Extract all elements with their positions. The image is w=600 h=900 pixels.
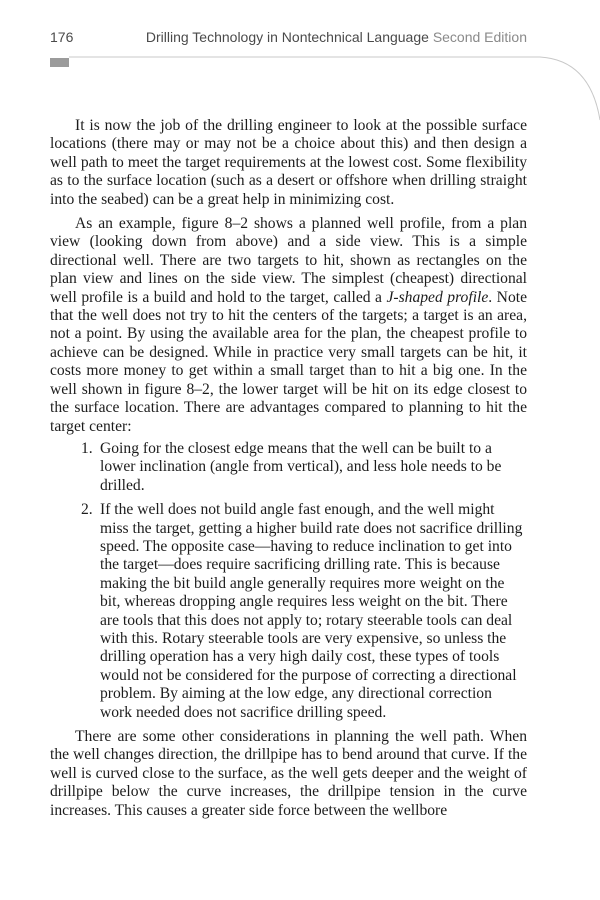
list-number: 1. (81, 439, 93, 457)
paragraph-text: As an example, figure 8–2 shows a planned well profile, from a plan view (looking down from above) and a side view. This is a simple directional well. There are two targets to hit, shown as rectangles on the plan view and lines on the side view. The simplest (cheapest) directional well profile is a build and hold to the target, called a (50, 215, 527, 306)
list-item-text: Going for the closest edge means that the well can be built to a lower inclination (angle from vertical), and less hole needs to be drilled. (100, 439, 502, 494)
book-title: Drilling Technology in Nontechnical Language (145, 29, 429, 45)
italic-term: J-shaped profile (386, 288, 489, 306)
list-item (50, 440, 527, 495)
paragraph (50, 215, 527, 436)
paragraph: There are some other considerations in planning the well path. When the well changes direction, the drillpipe has to bend around that curve. If the well is curved close to the surface, as the well gets deeper and the weight of drillpipe below the curve increases, the drillpipe tension in the curve increases. This causes a greater side force between the wellbore (50, 728, 527, 819)
page-number: 176 (50, 29, 74, 45)
numbered-list (50, 440, 527, 722)
paragraph-text: . Note that the well does not try to hit the centers of the targets; a target is an area, not a point. By using the available area for the plan, the cheapest profile to achieve can be designed. While in practice very small targets can be hit, it costs more money to get within a small target than to hit a big one. In the well shown in figure 8–2, the lower target will be hit on its edge closest to the surface location. There are advantages compared to planning to hit the target center: (50, 288, 527, 435)
page-body (50, 117, 527, 826)
list-number: 2. (81, 501, 93, 519)
list-item (50, 501, 527, 722)
paragraph: It is now the job of the drilling engineer to look at the possible surface locations (there may or may not be a choice about this) and then design a well path to meet the target requirements at the lowest cost. Some flexibility as to the surface location (such as a desert or offshore when drilling straight into the seabed) can be a great help in minimizing cost. (50, 117, 527, 208)
edition-label: Second Edition (432, 29, 527, 45)
list-item-text: If the well does not build angle fast enough, and the well might miss the target, getting a higher build rate does not sacrifice drilling speed. The opposite case—having to reduce inclination to get into the target—does require sacrificing drilling rate. This is because making the bit build angle generally requires more weight on the bit, whereas dropping angle requires less weight on the bit. There are tools that this does not apply to; rotary steerable tools can deal with this. Rotary steerable tools are very expensive, so unless the drilling operation has a very high daily cost, these types of tools would not be considered for the purpose of correcting a directional problem. By aiming at the low edge, any directional correction work needed does not sacrifice drilling speed. (100, 501, 523, 721)
